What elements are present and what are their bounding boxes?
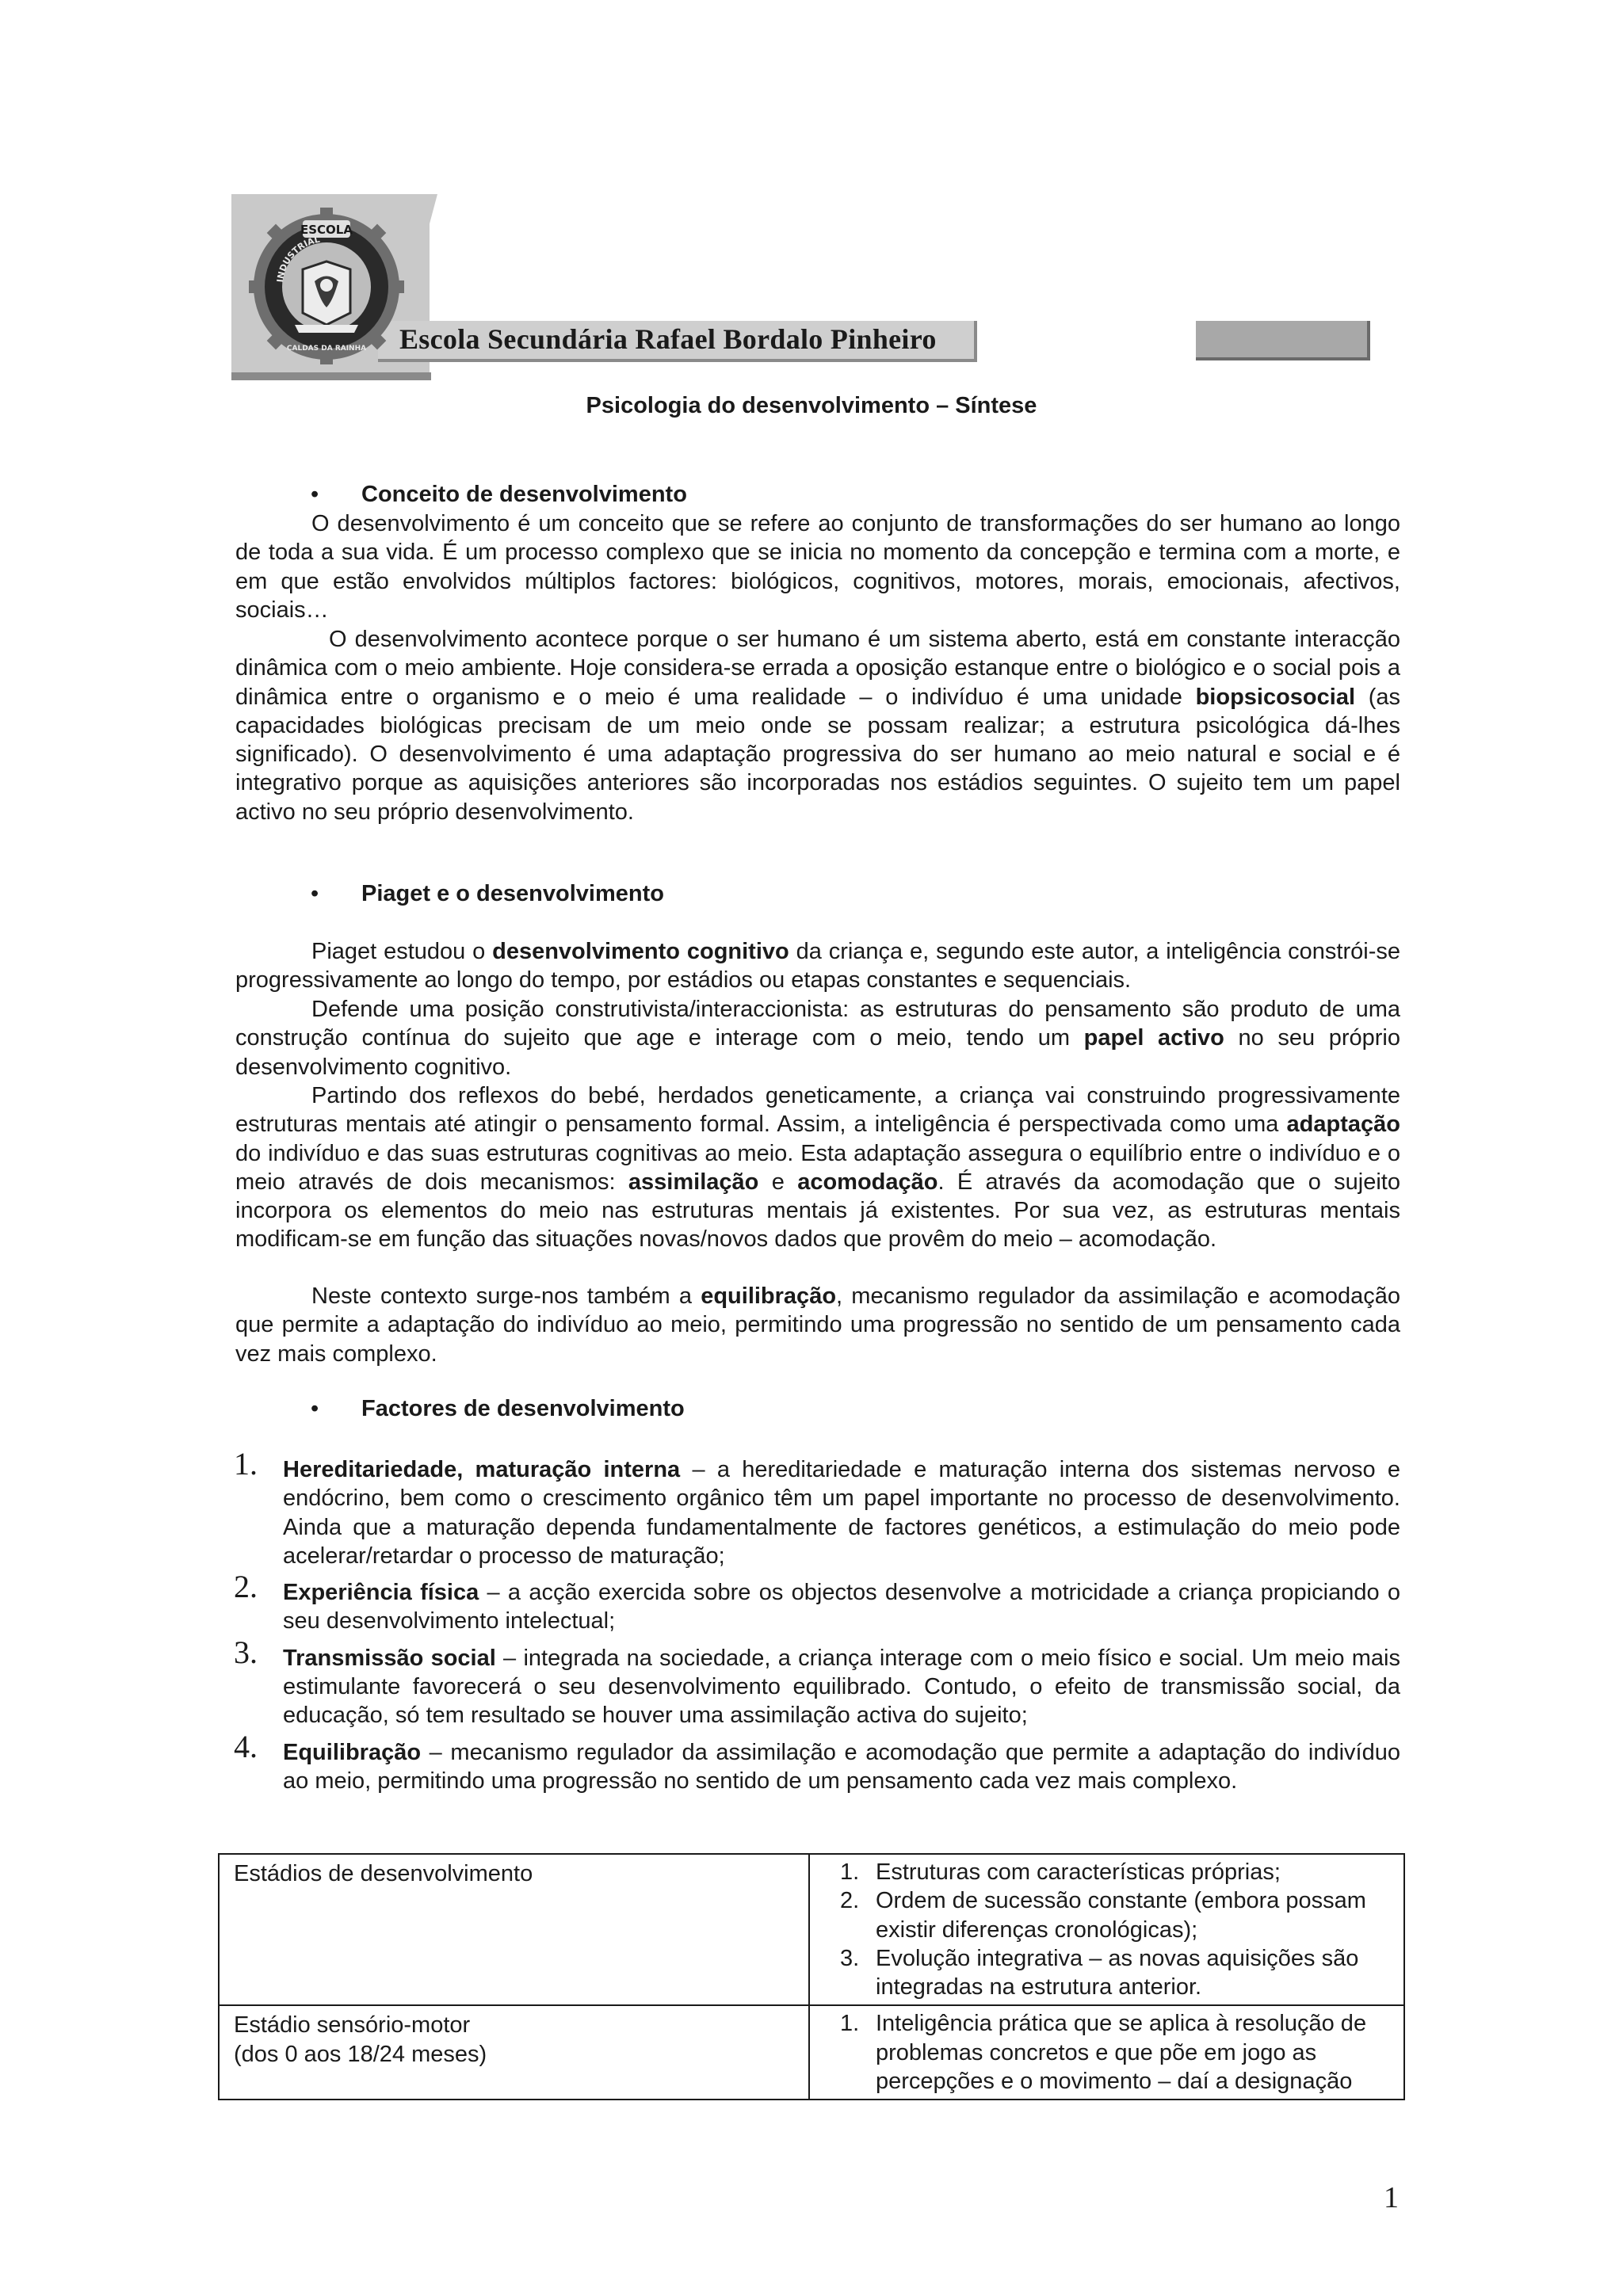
list-item: 1. Hereditariedade, maturação interna – a hereditariedade e maturação interna dos sistemas nervoso e endócrino, bem como o crescimento orgânico têm um papel importante no processo de desenvolvimento. Ainda que a maturação dependa fundamentalmente de factores genéticos, a estimulação do meio pode acelerar/retardar o processo de maturação; xyxy=(234,1446,1400,1569)
paragraph-piaget-2: Defende uma posição construtivista/interaccionista: as estruturas do pensamento são produto de uma construção contínua do sujeito que age e interage com o meio, tendo um papel activo no seu próprio desenvolvimento cognitivo. xyxy=(235,997,1400,1080)
list-item: 2. Ordem de sucessão constante (embora possam existir diferenças cronológicas); xyxy=(840,1888,1366,1943)
table-row xyxy=(220,2006,1403,2099)
list-item: 2. Experiência física – a acção exercida sobre os objectos desenvolve a motricidade a criança propiciando o seu desenvolvimento intelectual; xyxy=(234,1569,1400,1634)
paragraph-piaget-1: Piaget estudou o desenvolvimento cognitivo da criança e, segundo este autor, a inteligência constrói-se progressivamente ao longo do tempo, por estádios ou etapas constantes e sequenciais. xyxy=(235,939,1401,994)
paragraph-piaget-4: Neste contexto surge-nos também a equilibração, mecanismo regulador da assimilação e acomodação que permite a adaptação do indivíduo ao meio, permitindo uma progressão no sentido de um pensamento cada vez mais complexo. xyxy=(235,1283,1400,1367)
factores-list xyxy=(231,1446,1400,1803)
logo-text-bottom: CALDAS DA RAINHA xyxy=(286,345,367,353)
bullet-icon: • xyxy=(311,881,319,906)
paragraph-conceito-2: O desenvolvimento acontece porque o ser humano é um sistema aberto, está em constante interacção dinâmica com o meio ambiente. Hoje considera-se errada a oposição estanque entre o biológico e o social pois a dinâmica entre o organismo e o meio é uma realidade – o indivíduo é uma unidade biopsicosocial (as capacidades biológicas precisam de um meio onde se possam realizar; a estrutura psicológica dá-lhes significado). O desenvolvimento é uma adaptação progressiva do ser humano ao meio natural e social e é integrativo porque as aquisições anteriores são incorporadas nos estádios seguintes. O sujeito tem um papel activo no seu próprio desenvolvimento. xyxy=(235,627,1400,825)
bullet-icon: • xyxy=(311,1396,319,1421)
banner-shadow xyxy=(231,372,431,380)
paragraph-piaget-3: Partindo dos reflexos do bebé, herdados geneticamente, a criança vai construindo progressivamente estruturas mentais até atingir o pensamento formal. Assim, a inteligência é perspectivada como uma adaptação do indivíduo e das suas estruturas cognitivas ao meio. Esta adaptação assegura o equilíbrio entre o indivíduo e o meio através de dois mecanismos: assimilação e acomodação. É através da acomodação que o sujeito incorpora os elementos do meio nas estruturas mentais já existentes. Por sua vez, as estruturas mentais modificam-se em função das situações novas/novos dados que provêm do meio – acomodação. xyxy=(235,1083,1400,1253)
bullet-icon: • xyxy=(311,482,319,507)
list-item: 1. Inteligência prática que se aplica à resolução de problemas concretos e que põe em jogo as percepções e o movimento – daí a designação xyxy=(840,2011,1367,2095)
grey-label-box xyxy=(1196,321,1370,360)
logo-text-top: ESCOLA xyxy=(300,223,353,237)
table-cell: Estádios de desenvolvimento xyxy=(220,1855,810,2004)
school-logo-icon xyxy=(247,206,406,364)
school-name: Escola Secundária Rafael Bordalo Pinheiro xyxy=(399,323,937,355)
document-title: Psicologia do desenvolvimento – Síntese xyxy=(586,393,1037,418)
estadios-table xyxy=(218,1853,1405,2100)
list-item: 4. Equilibração – mecanismo regulador da assimilação e acomodação que permite a adaptação do indivíduo ao meio, permitindo uma progressão no sentido de um pensamento cada vez mais complexo. xyxy=(234,1728,1400,1794)
table-cell xyxy=(810,2006,1403,2099)
list-item: 1. Estruturas com características próprias; xyxy=(840,1859,1281,1885)
letterhead xyxy=(231,194,1373,380)
list-item: 3. Transmissão social – integrada na sociedade, a criança interage com o meio físico e social. Um meio mais estimulante favorecerá o seu desenvolvimento equilibrado. Contudo, o efeito de transmissão social, da educação, só tem resultado se houver uma assimilação activa do sujeito; xyxy=(234,1634,1400,1729)
table-cell: Estádio sensório-motor (dos 0 aos 18/24 meses) xyxy=(220,2006,810,2099)
list-item: 3. Evolução integrativa – as novas aquisições são integradas na estrutura anterior. xyxy=(840,1945,1359,2000)
table-cell xyxy=(810,1855,1403,2004)
table-row xyxy=(220,1855,1403,2006)
logo-text-left: INDUSTRIAL xyxy=(275,234,321,283)
page-number: 1 xyxy=(1384,2181,1399,2214)
paragraph-conceito-1: O desenvolvimento é um conceito que se refere ao conjunto de transformações do ser humano ao longo de toda a sua vida. É um processo complexo que se inicia no momento da concepção e termina com a morte, e em que estão envolvidos múltiplos factores: biológicos, cognitivos, motores, morais, emocionais, afectivos, sociais… xyxy=(235,511,1400,623)
